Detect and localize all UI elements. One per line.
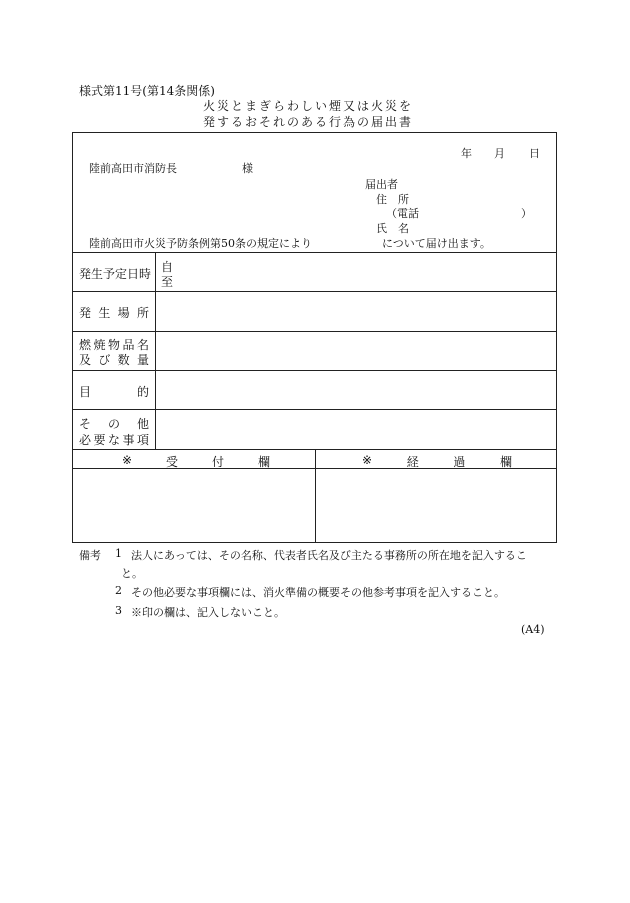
other-char: 要 <box>93 433 106 447</box>
material-char: 焼 <box>93 338 106 352</box>
phone-label: （電話 <box>386 207 419 220</box>
paper-size: (A4) <box>521 623 545 636</box>
row-divider <box>72 252 557 253</box>
other-char: そ <box>79 417 92 431</box>
progress-char: 経 <box>406 455 419 469</box>
reception-char: 欄 <box>257 455 270 469</box>
other-char: 事 <box>122 433 135 447</box>
material-label-line2 <box>79 351 149 368</box>
place-char: 場 <box>117 306 130 320</box>
material-char: 量 <box>136 353 149 367</box>
phone-close: ） <box>521 207 532 220</box>
place-char: 所 <box>136 306 149 320</box>
material-char: び <box>98 353 111 367</box>
other-char: 必 <box>79 433 92 447</box>
notes-label: 備考 <box>79 549 101 562</box>
other-char: の <box>107 417 120 431</box>
place-char: 生 <box>98 306 111 320</box>
form-title-line2: 発するおそれのある行為の届出書 <box>203 115 414 129</box>
name-label: 氏 名 <box>376 222 409 235</box>
addressee-honorific: 様 <box>242 162 253 175</box>
note-1-text: 法人にあっては、その名称、代表者氏名及び主たる事務所の所在地を記入するこ <box>131 549 527 562</box>
other-char: 他 <box>136 417 149 431</box>
addressee: 陸前高田市消防長 <box>89 162 177 175</box>
purpose-char: 的 <box>136 385 149 399</box>
to-label: 至 <box>161 275 174 289</box>
place-char: 発 <box>79 306 92 320</box>
material-char: 及 <box>79 353 92 367</box>
date-day-label: 日 <box>529 147 540 160</box>
other-label-line2 <box>79 431 149 448</box>
place-label <box>79 304 149 321</box>
note-2-number: 2 <box>115 584 122 597</box>
material-char: 燃 <box>79 338 92 352</box>
purpose-label <box>79 383 149 400</box>
note-3-number: 3 <box>115 604 122 617</box>
form-number: 様式第11号(第14条関係) <box>79 84 215 98</box>
row-divider <box>72 331 557 332</box>
progress-char: ※ <box>362 453 373 467</box>
material-char: 物 <box>107 338 120 352</box>
date-month-label: 月 <box>494 147 505 160</box>
progress-char: 欄 <box>499 455 512 469</box>
row-divider <box>72 370 557 371</box>
row-divider <box>72 409 557 410</box>
material-char: 品 <box>122 338 135 352</box>
reception-char: 受 <box>166 455 179 469</box>
date-year-label: 年 <box>461 147 472 160</box>
from-label: 自 <box>161 260 174 274</box>
progress-header <box>362 453 512 470</box>
label-column-divider <box>155 252 156 449</box>
progress-char: 過 <box>453 455 466 469</box>
applicant-label: 届出者 <box>365 178 398 191</box>
bottom-column-divider <box>315 449 316 543</box>
address-label: 住 所 <box>376 193 409 206</box>
note-1-text-cont: と。 <box>121 567 143 580</box>
note-3-text: ※印の欄は、記入しないこと。 <box>131 606 285 619</box>
purpose-char: 目 <box>79 385 92 399</box>
other-char: 項 <box>136 433 149 447</box>
material-char: 数 <box>117 353 130 367</box>
reception-char: ※ <box>122 453 133 467</box>
statement-right: について届け出ます。 <box>382 237 491 250</box>
row-divider <box>72 291 557 292</box>
schedule-label: 発生予定日時 <box>79 267 152 281</box>
reception-char: 付 <box>211 455 224 469</box>
note-2-text: その他必要な事項欄には、消火準備の概要その他参考事項を記入すること。 <box>131 586 505 599</box>
reception-header <box>122 453 270 470</box>
statement-left: 陸前高田市火災予防条例第50条の規定により <box>89 237 312 250</box>
other-char: な <box>107 433 120 447</box>
material-char: 名 <box>136 338 149 352</box>
other-label-line1 <box>79 415 149 432</box>
note-1-number: 1 <box>115 547 122 560</box>
form-title-line1: 火災とまぎらわしい煙又は火災を <box>203 99 414 113</box>
